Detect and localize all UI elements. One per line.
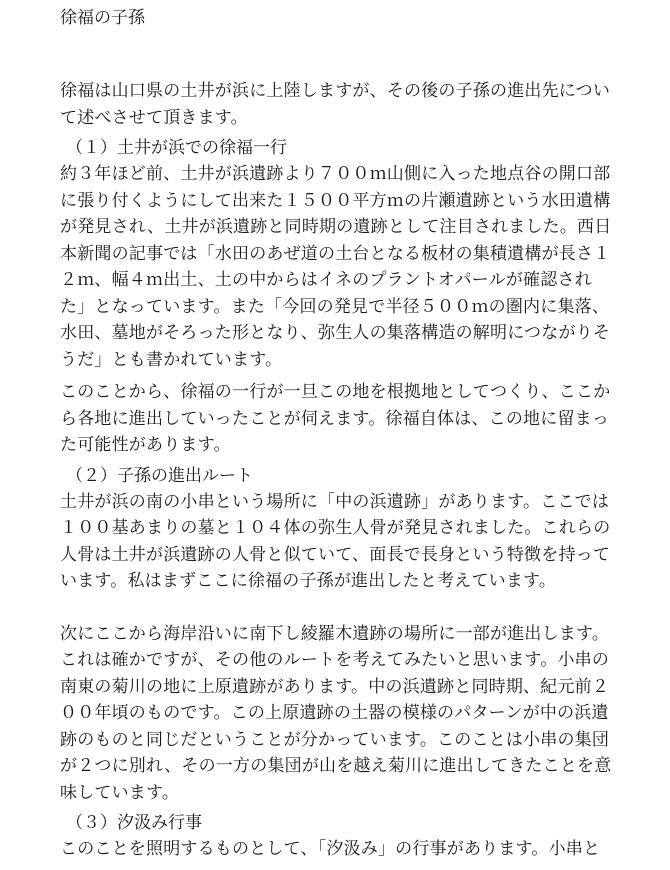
text-line: 味しています。 bbox=[60, 782, 180, 803]
text-line: 人骨は土井が浜遺跡の人骨と似ていて、面長で長身という特徴を持って bbox=[60, 544, 611, 565]
text-line: うだ」とも書かれています。 bbox=[60, 349, 283, 370]
section1-paragraph-2 bbox=[60, 379, 640, 459]
text-line: ００年頃のものです。この上原遺跡の土器の模様のパターンが中の浜遺 bbox=[60, 703, 609, 723]
text-line: ら各地に進出していったことが伺えます。徐福自体は、この地に留まっ bbox=[60, 408, 610, 429]
text-line: 本新聞の記事では「水田のあぜ道の土台となる板材の集積遺構が長さ１ bbox=[60, 243, 611, 264]
text-line: ２ｍ、幅４ｍ出土、土の中からはイネのプラントオパールが確認され bbox=[60, 270, 592, 290]
text-line: 南東の菊川の地に上原遺跡があります。中の浜遺跡と同時期、紀元前２ bbox=[60, 676, 610, 697]
text-line: て述べさせて頂きます。 bbox=[60, 107, 248, 128]
text-line: 徐福は山口県の土井が浜に上陸しますが、その後の子孫の進出先につい bbox=[60, 81, 611, 101]
text-line: た可能性があります。 bbox=[60, 435, 231, 455]
text-line: が発見され、土井が浜遺跡と同時期の遺跡として注目されました。西日 bbox=[60, 217, 612, 237]
section-heading-3: （３）汐汲み行事 bbox=[66, 813, 202, 833]
text-line: 水田、墓地がそろった形となり、弥生人の集落構造の解明につながりそ bbox=[60, 323, 611, 343]
text-line: に張り付くようにして出来た１５００平方ｍの片瀬遺跡という水田遺構 bbox=[60, 190, 611, 211]
text-line: １００基あまりの墓と１０４体の弥生人骨が発見されました。これらの bbox=[60, 518, 611, 538]
section-heading-1: （１）土井が浜での徐福一行 bbox=[66, 138, 287, 158]
text-line: これは確かですが、その他のルートを考えてみたいと思います。小串の bbox=[60, 650, 610, 670]
text-line: た」となっています。また「今回の発見で半径５００ｍの圏内に集落、 bbox=[60, 296, 610, 317]
text-line: このことを照明するものとして、「汐汲み」の行事があります。小串と bbox=[60, 839, 601, 859]
document-title: 徐福の子孫 bbox=[60, 8, 145, 28]
section2-paragraph-2 bbox=[60, 621, 640, 807]
text-line: 次にここから海岸沿いに南下し綾羅木遺跡の場所に一部が進出します。 bbox=[60, 623, 610, 644]
section1-paragraph-1 bbox=[60, 161, 640, 373]
section2-paragraph-1 bbox=[60, 489, 640, 595]
text-line: 跡のものと同じだということが分かっています。このことは小串の集団 bbox=[60, 729, 610, 750]
section3-paragraph-1 bbox=[60, 836, 640, 863]
text-line: 約３年ほど前、土井が浜遺跡より７００ｍ山側に入った地点谷の開口部 bbox=[60, 164, 611, 184]
text-line: このことから、徐福の一行が一旦この地を根拠地としてつくり、ここか bbox=[60, 382, 611, 402]
text-line: います。私はまずここに徐福の子孫が進出したと考えています。 bbox=[60, 571, 557, 591]
paragraph-gap bbox=[60, 595, 640, 621]
text-line: 土井が浜の南の小串という場所に「中の浜遺跡」があります。ここでは bbox=[60, 491, 610, 512]
intro-paragraph bbox=[60, 78, 640, 131]
text-line: が２つに別れ、その一方の集団が山を越え菊川に進出してきたことを意 bbox=[60, 756, 612, 776]
section-heading-2: （２）子孫の進出ルート bbox=[66, 465, 253, 486]
